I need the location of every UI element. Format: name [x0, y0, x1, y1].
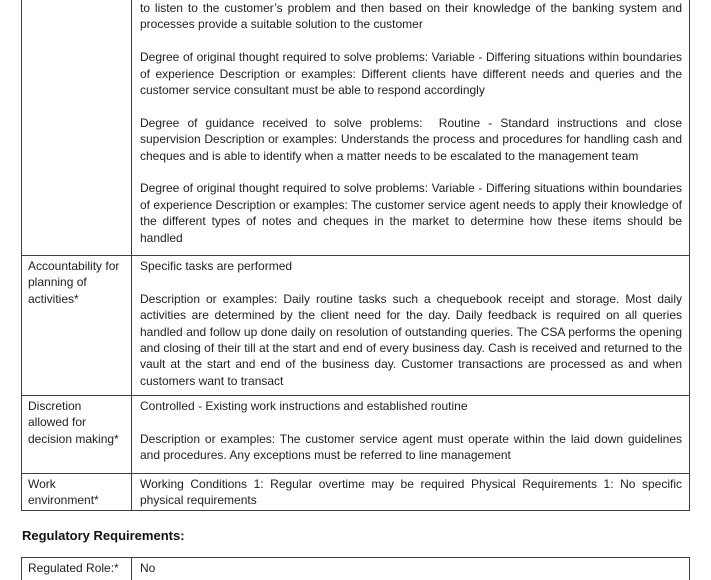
row-value-cell: [132, 474, 689, 510]
row-value-cell: [132, 396, 689, 473]
row-label: Regulated Role:*: [28, 561, 119, 575]
section-heading: Regulatory Requirements:: [22, 528, 185, 543]
row-label: Accountability for planning of activities*: [28, 259, 120, 306]
paragraph: Working Conditions 1: Regular overtime may be required Physical Requirements 1: No specific physical requirements: [140, 477, 682, 508]
paragraph: Controlled - Existing work instructions and established routine: [140, 399, 468, 413]
row-label-cell: [22, 558, 132, 580]
paragraph: Degree of original thought required to solve problems: Variable - Differing situations within boundaries of experience Description or examples: The customer service agent needs to apply their knowledge of the different types of notes and cheques in the market to determine how these items should be handled: [140, 181, 682, 245]
table-row-work-environment: [22, 473, 689, 510]
table-row-accountability: [22, 255, 689, 395]
regulatory-requirements-table: [21, 557, 690, 580]
row-value-cell: [132, 558, 689, 580]
paragraph: Description or examples: The customer service agent must operate within the laid down guidelines and procedures. Any exceptions must be referred to line management: [140, 431, 682, 463]
paragraph: Description or examples: Daily routine tasks such a chequebook receipt and storage. Most daily activities are determined by the client need for the day. Daily feedback is required on all queries handled and follow up done daily on resolution of outstanding queries. The CSA performs the opening and closing of their till at the start and end of every business day. Cash is received and returned to the vault at the start and end of the business day. Customer transactions are processed as and when customers want to transact: [140, 291, 682, 388]
job-evaluation-table: [21, 0, 690, 511]
paragraph: to listen to the customer’s problem and then based on their knowledge of the banking system and processes provide a suitable solution to the customer: [140, 1, 682, 32]
row-label-cell: [22, 256, 132, 395]
paragraph: Degree of original thought required to solve problems: Variable - Differing situations within boundaries of experience Description or examples: Different clients have different needs and queries and the customer service consultant must be able to respond accordingly: [140, 50, 682, 98]
row-label: Work environment*: [28, 477, 99, 508]
row-value-cell: [132, 0, 689, 255]
row-label-cell: [22, 396, 132, 473]
row-value-cell: [132, 256, 689, 395]
row-value: No: [140, 561, 156, 575]
table-row-discretion: [22, 395, 689, 473]
paragraph: Specific tasks are performed: [140, 259, 293, 273]
row-label: Discretion allowed for decision making*: [28, 399, 119, 446]
row-label-cell: [22, 474, 132, 510]
table-row-problem-solving: [22, 0, 689, 255]
paragraph: Degree of guidance received to solve problems: Routine - Standard instructions and close supervision Description or examples: Understands the process and procedures for handling cash and cheques and is able to identify when a matter needs to be escalated to the management team: [140, 115, 682, 163]
table-row-regulated-role: [22, 558, 689, 580]
row-label-cell: [22, 0, 132, 255]
